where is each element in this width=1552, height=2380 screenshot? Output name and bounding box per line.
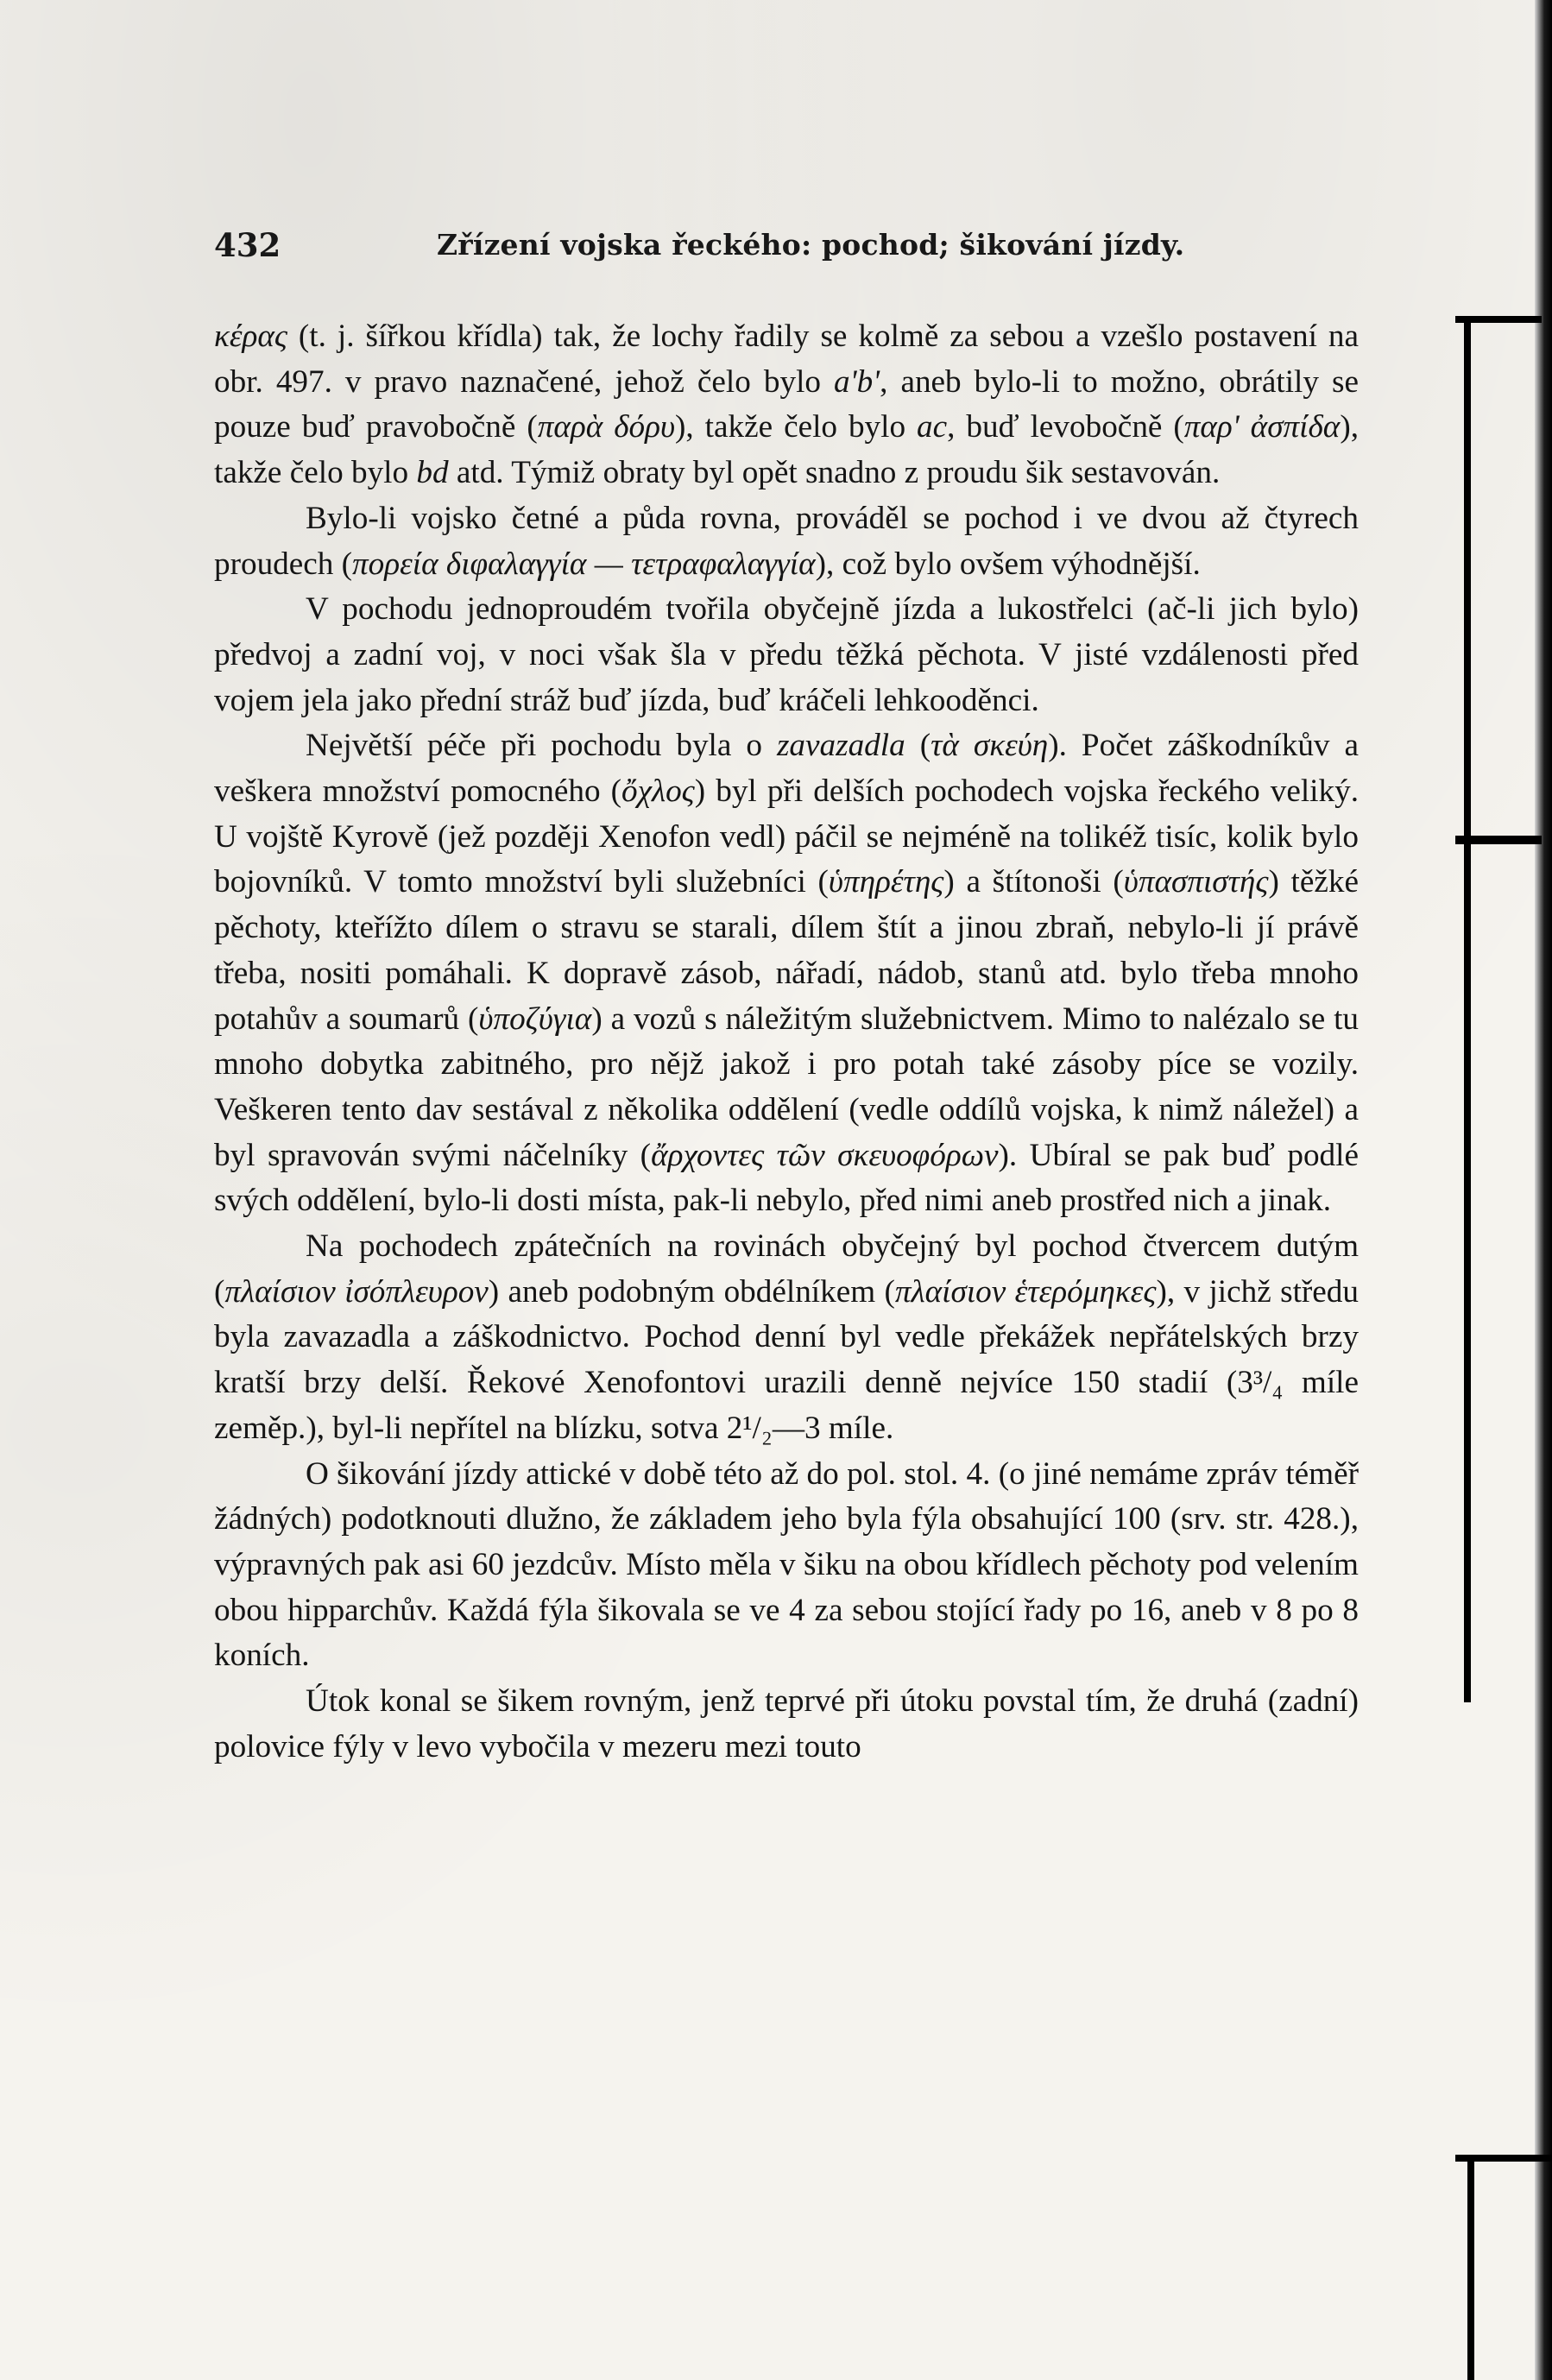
italic-term: ὑπασπιστής (1123, 864, 1269, 900)
page-header (214, 226, 1371, 271)
text-run: Útok konal se šikem rovným, jenž teprvé při útoku povstal tím, že druhá (zadní) polovice fýly v levo vybočila v mezeru mezi touto (214, 1683, 1359, 1764)
italic-term: a'b' (834, 363, 880, 400)
text-run: Největší péče při pochodu byla o (306, 728, 777, 764)
text-run: , aneb bylo-li to možno, obrátily se pouze buď pravobočně ( (214, 363, 1359, 445)
text-run: ), takže čelo bylo (675, 409, 918, 445)
text-run: ) aneb podobným obdélníkem ( (488, 1273, 895, 1310)
italic-term: πλαίσιον ἰσόπλευρον (224, 1273, 489, 1310)
margin-rule-upper (1464, 321, 1471, 1702)
text-run: , buď levobočně ( (947, 409, 1184, 445)
italic-term: τὰ σκεύη (931, 728, 1049, 764)
margin-rule-upper-mid-bar (1455, 836, 1542, 844)
text-run: ) a vozů s náležitým služebnictvem. Mimo to nalézalo se tu mnoho dobytka zabitného, pro nějž jakož i pro potah také zásoby píce se vozily. Veškeren tento dav sestával z několika oddělení (vedle oddílů vojska, k nimž náležel) a byl spravován svými náčelníky ( (214, 1001, 1360, 1173)
paragraph-7 (214, 1679, 1359, 1770)
text-run: O šikování jízdy attické v době této až do pol. stol. 4. (o jiné nemáme zpráv téměř žádných) podotknouti dlužno, že základem jeho byla fýla obsahující 100 (srv. str. 428.), výpravných pak asi 60 jezdcův. Místo měla v šiku na obou křídlech pěchoty pod velením obou hipparchův. Každá fýla šikovala se ve 4 za sebou stojící řady po 16, aneb v 8 po 8 koních. (214, 1455, 1359, 1674)
italic-term: ὄχλος (621, 773, 695, 810)
paragraph-1 (214, 314, 1359, 496)
paragraph-3 (214, 587, 1359, 723)
text-run: Na pochodech zpátečních na rovinách obyčejný byl pochod čtvercem dutým ( (214, 1228, 1359, 1310)
italic-term: παρὰ δόρυ (537, 409, 676, 445)
text-run: (t. j. šířkou křídla) tak, že lochy řadily se kolmě za sebou a vzešlo postavení na obr. 497. v pravo naznačené, jehož čelo bylo (214, 319, 1359, 400)
text-run: ), v jichž středu byla zavazadla a záškodnictvo. Pochod denní byl vedle překážek nepřátelských brzy kratší brzy delší. Řekové Xenofontovi urazili denně nejvíce 150 stadií (3³/₄ míle zeměp.), byl-li nepřítel na blízku, sotva 2¹/₂—3 míle. (214, 1273, 1359, 1446)
text-run: ), což bylo ovšem výhodnější. (815, 546, 1201, 582)
text-run: ). Počet záškodníkův a veškera množství pomocného ( (214, 728, 1359, 810)
paragraph-5 (214, 1224, 1359, 1452)
text-run: ( (905, 728, 931, 764)
italic-term: ὑπηρέτης (828, 864, 944, 900)
paragraph-6 (214, 1452, 1359, 1680)
text-run: ), takže čelo bylo (214, 409, 1359, 491)
paragraph-4 (214, 723, 1359, 1224)
text-run: Bylo-li vojsko četné a půda rovna, prováděl se pochod i ve dvou až čtyrech proudech ( (214, 500, 1359, 582)
italic-term: πορεία διφαλαγγία — τετραφαλαγγία (352, 546, 816, 582)
margin-rule-upper-cap (1455, 316, 1542, 323)
text-run: ) byl při delších pochodech vojska řeckého veliký. U vojště Kyrově (jež později Xenofon vedl) páčil se nejméně na tolikéž tisíc, kolik bylo bojovníků. V tomto množství byli služebníci ( (214, 773, 1359, 900)
text-run: ) a štítonoši ( (943, 864, 1124, 900)
italic-term: παρ' ἀσπίδα (1183, 409, 1341, 445)
margin-rule-lower-cap (1455, 2155, 1552, 2162)
text-run: ) těžké pěchoty, kteřížto dílem o stravu se starali, dílem štít a jinou zbraň, nebylo-li jí právě třeba, nositi pomáhali. K dopravě zásob, nářadí, nádob, stanů atd. bylo třeba mnoho potahův a soumarů ( (214, 864, 1359, 1037)
running-title: Zřízení vojska řeckého: pochod; šikování jízdy. (437, 228, 1185, 262)
body-text (214, 314, 1359, 1771)
page-edge-shadow (1535, 0, 1552, 2380)
italic-term: ἄρχοντες τῶν σκευοφόρων (651, 1137, 999, 1173)
page-number: 432 (214, 226, 281, 264)
italic-term: zavazadla (776, 728, 905, 764)
margin-rule-lower (1467, 2158, 1474, 2380)
italic-term: ac (917, 409, 948, 445)
italic-term: ὑποζύγια (478, 1001, 592, 1037)
text-run: V pochodu jednoproudém tvořila obyčejně jízda a lukostřelci (ač-li jich bylo) předvoj a zadní voj, v noci však šla v předu těžká pěchota. V jisté vzdálenosti před vojem jela jako přední stráž buď jízda, buď kráčeli lehkooděnci. (214, 591, 1359, 718)
paragraph-2 (214, 496, 1359, 587)
italic-term: πλαίσιον ἑτερόμηκες (894, 1273, 1157, 1310)
text-run: ). Ubíral se pak buď podlé svých oddělení, bylo-li dosti místa, pak-li nebylo, před nimi aneb prostřed nich a jinak. (214, 1137, 1359, 1219)
text-run: atd. Týmiž obraty byl opět snadno z proudu šik sestavován. (448, 455, 1221, 491)
italic-term: bd (416, 455, 449, 491)
italic-term: κέρας (214, 319, 287, 354)
